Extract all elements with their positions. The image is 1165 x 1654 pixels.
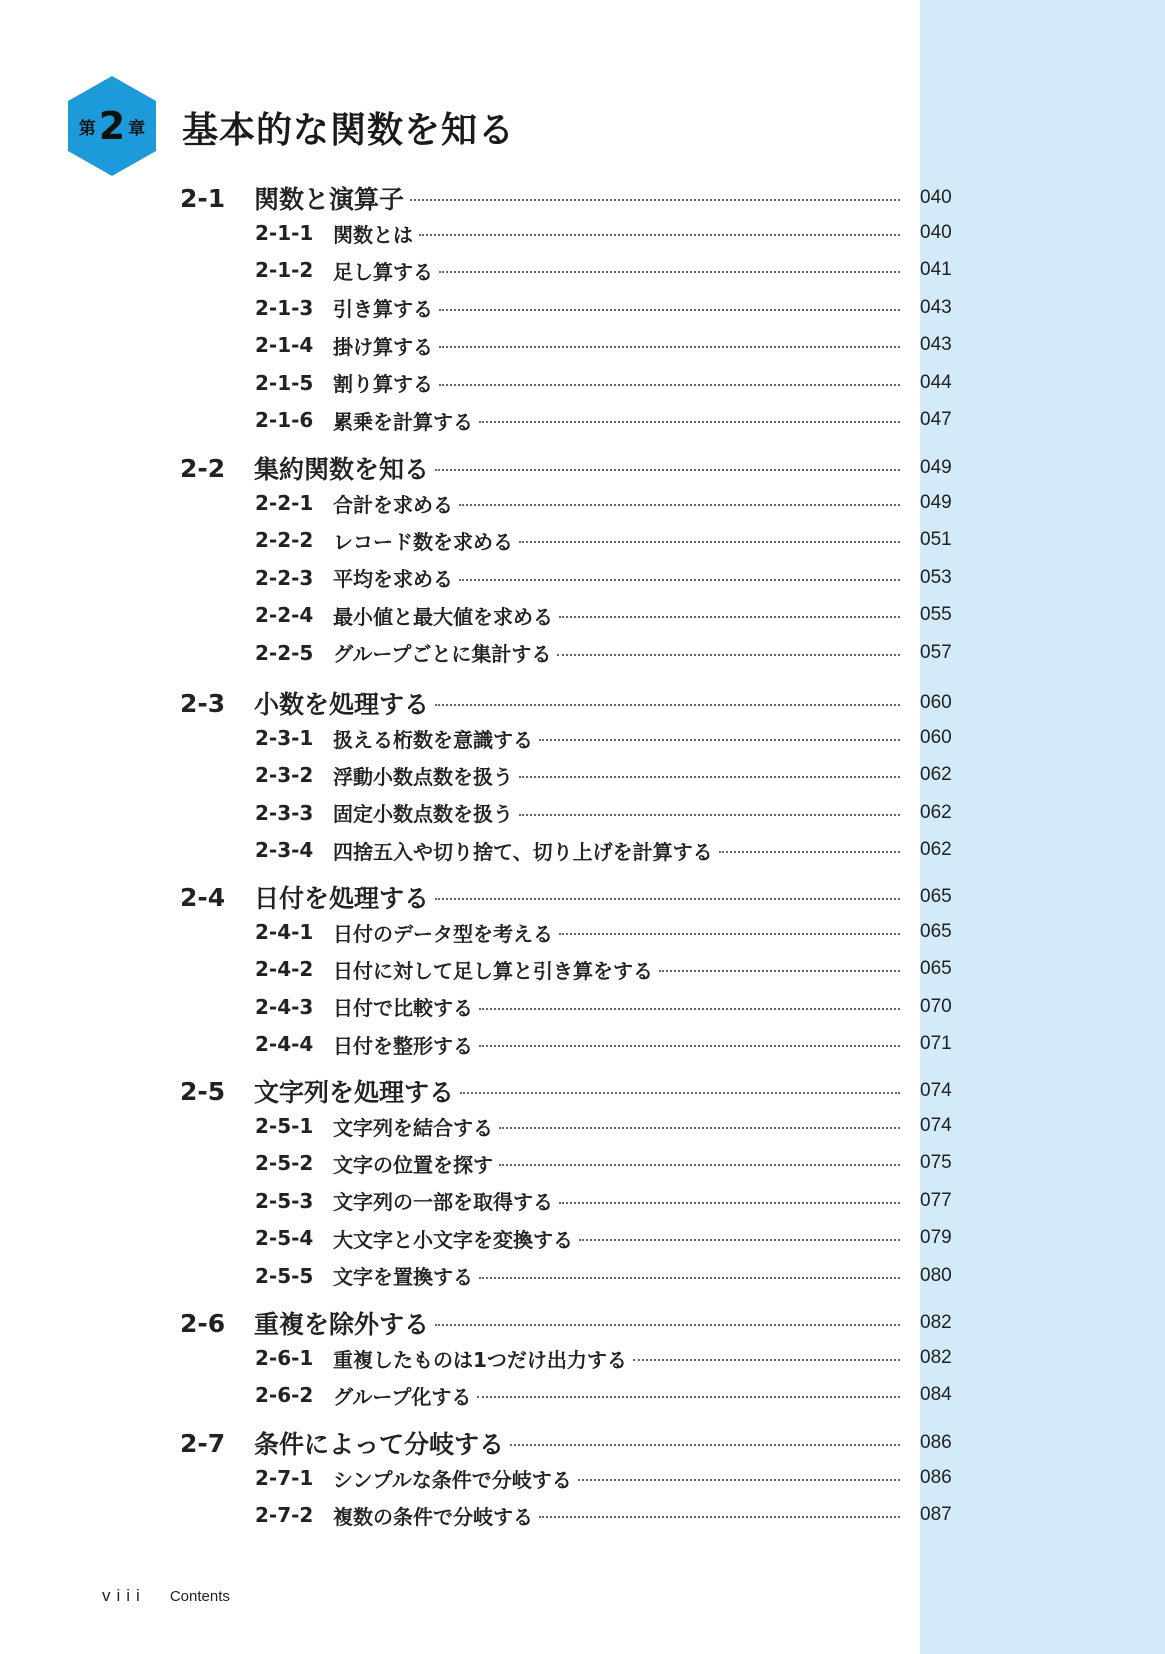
leader-dots bbox=[439, 384, 900, 386]
toc-subsection-row bbox=[255, 1223, 910, 1253]
toc-section-row bbox=[180, 882, 910, 912]
page-folio: viii bbox=[102, 1586, 146, 1605]
subsection-number: 2-3-1 bbox=[255, 726, 314, 750]
toc-subsection-row bbox=[255, 293, 910, 323]
subsection-number: 2-7-1 bbox=[255, 1466, 314, 1490]
leader-dots bbox=[439, 346, 900, 348]
leader-dots bbox=[557, 654, 900, 656]
toc-subsection-row bbox=[255, 525, 910, 555]
subsection-title: 扱える桁数を意識する bbox=[333, 727, 533, 752]
toc-subsection-row bbox=[255, 330, 910, 360]
subsection-page-number: 047 bbox=[920, 409, 952, 430]
leader-dots bbox=[479, 1277, 900, 1279]
section-page-number: 060 bbox=[920, 692, 952, 713]
subsection-number: 2-4-2 bbox=[255, 957, 314, 982]
section-number: 2-6 bbox=[180, 1308, 226, 1338]
section-title: 関数と演算子 bbox=[254, 185, 405, 214]
subsection-number: 2-1-1 bbox=[255, 221, 314, 245]
toc-subsection-row bbox=[255, 255, 910, 285]
toc-subsection-row bbox=[255, 600, 910, 630]
toc-subsection-row bbox=[255, 1380, 910, 1410]
subsection-title: 大文字と小文字を変換する bbox=[333, 1227, 573, 1252]
subsection-number: 2-6-2 bbox=[255, 1383, 314, 1408]
toc-subsection-row bbox=[255, 992, 910, 1022]
running-footer-label: Contents bbox=[169, 1587, 230, 1605]
section-page-number: 082 bbox=[920, 1312, 952, 1333]
toc-section-row bbox=[180, 1428, 910, 1458]
subsection-title: 平均を求める bbox=[333, 567, 453, 592]
chapter-badge bbox=[68, 76, 156, 176]
subsection-page-number: 087 bbox=[920, 1504, 952, 1526]
subsection-number: 2-6-1 bbox=[255, 1346, 314, 1370]
section-number: 2-7 bbox=[180, 1428, 226, 1458]
subsection-page-number: 057 bbox=[920, 641, 952, 663]
toc-subsection-row bbox=[255, 1343, 910, 1373]
toc-subsection-row bbox=[255, 1500, 910, 1530]
subsection-number: 2-7-2 bbox=[255, 1503, 314, 1528]
toc-subsection-row bbox=[255, 798, 910, 828]
leader-dots bbox=[460, 1092, 900, 1094]
section-page-number: 086 bbox=[920, 1432, 952, 1453]
toc-subsection-row bbox=[255, 954, 910, 984]
leader-dots bbox=[479, 1045, 900, 1047]
section-page-number: 065 bbox=[920, 886, 952, 907]
leader-dots bbox=[499, 1164, 900, 1166]
subsection-number: 2-1-3 bbox=[255, 295, 314, 320]
section-title: 日付を処理する bbox=[254, 884, 430, 913]
subsection-number: 2-4-3 bbox=[255, 994, 314, 1019]
leader-dots bbox=[519, 541, 900, 543]
toc-subsection-row bbox=[255, 1186, 910, 1216]
subsection-number: 2-4-4 bbox=[255, 1032, 314, 1057]
leader-dots bbox=[419, 234, 900, 236]
subsection-title: グループごとに集計する bbox=[333, 642, 552, 667]
subsection-title: 文字列を結合する bbox=[333, 1115, 493, 1140]
subsection-page-number: 049 bbox=[920, 492, 952, 513]
subsection-page-number: 082 bbox=[920, 1347, 952, 1368]
toc-subsection-row bbox=[255, 917, 910, 947]
page-footer bbox=[102, 1586, 230, 1606]
subsection-title: 引き算する bbox=[333, 297, 433, 322]
subsection-title: 四捨五入や切り捨て、切り上げを計算する bbox=[333, 839, 713, 864]
section-number: 2-1 bbox=[180, 183, 226, 213]
leader-dots bbox=[499, 1127, 900, 1129]
section-page-number: 074 bbox=[920, 1080, 952, 1101]
side-color-band bbox=[920, 0, 1165, 1654]
toc-subsection-row bbox=[255, 1029, 910, 1059]
leader-dots bbox=[439, 309, 900, 311]
subsection-number: 2-1-5 bbox=[255, 370, 314, 395]
leader-dots bbox=[559, 1202, 900, 1204]
chapter-number: 2 bbox=[98, 104, 126, 148]
leader-dots bbox=[435, 704, 900, 706]
section-number: 2-5 bbox=[180, 1076, 226, 1106]
subsection-number: 2-2-4 bbox=[255, 603, 314, 628]
subsection-number: 2-4-1 bbox=[255, 920, 314, 944]
subsection-page-number: 041 bbox=[920, 259, 952, 281]
subsection-title: 日付を整形する bbox=[333, 1033, 473, 1058]
section-page-number: 040 bbox=[920, 187, 952, 208]
subsection-number: 2-5-3 bbox=[255, 1188, 314, 1213]
subsection-number: 2-1-6 bbox=[255, 408, 314, 432]
section-title: 条件によって分岐する bbox=[254, 1430, 505, 1459]
subsection-number: 2-3-3 bbox=[255, 800, 314, 825]
leader-dots bbox=[459, 579, 900, 581]
toc-subsection-row bbox=[255, 1111, 910, 1141]
toc-subsection-row bbox=[255, 563, 910, 593]
leader-dots bbox=[519, 814, 900, 816]
subsection-title: シンプルな条件で分岐する bbox=[333, 1467, 572, 1492]
subsection-title: グループ化する bbox=[333, 1384, 472, 1409]
section-title: 重複を除外する bbox=[254, 1310, 430, 1339]
subsection-number: 2-3-2 bbox=[255, 763, 314, 788]
subsection-title: 足し算する bbox=[333, 259, 433, 284]
toc-section-row bbox=[180, 688, 910, 718]
leader-dots bbox=[410, 199, 900, 201]
leader-dots bbox=[435, 898, 900, 900]
toc-subsection-row bbox=[255, 488, 910, 518]
subsection-page-number: 051 bbox=[920, 529, 952, 551]
subsection-page-number: 043 bbox=[920, 334, 952, 356]
leader-dots bbox=[659, 970, 900, 972]
leader-dots bbox=[579, 1239, 900, 1241]
toc-subsection-row bbox=[255, 1148, 910, 1178]
toc-subsection-row bbox=[255, 1261, 910, 1291]
leader-dots bbox=[559, 616, 900, 618]
subsection-page-number: 070 bbox=[920, 995, 952, 1017]
subsection-title: 固定小数点数を扱う bbox=[333, 802, 513, 827]
chapter-suffix: 章 bbox=[128, 118, 146, 139]
subsection-page-number: 086 bbox=[920, 1467, 952, 1488]
leader-dots bbox=[510, 1444, 900, 1446]
subsection-page-number: 080 bbox=[920, 1264, 952, 1286]
toc-section-row bbox=[180, 1076, 910, 1106]
subsection-title: 重複したものは1つだけ出力する bbox=[333, 1347, 627, 1372]
subsection-page-number: 062 bbox=[920, 839, 952, 861]
subsection-page-number: 071 bbox=[920, 1033, 952, 1055]
toc-subsection-row bbox=[255, 723, 910, 753]
subsection-number: 2-2-3 bbox=[255, 565, 314, 590]
subsection-page-number: 043 bbox=[920, 296, 952, 318]
leader-dots bbox=[633, 1359, 900, 1361]
toc-subsection-row bbox=[255, 1463, 910, 1493]
subsection-number: 2-5-4 bbox=[255, 1226, 314, 1251]
leader-dots bbox=[559, 933, 900, 935]
subsection-title: 文字の位置を探す bbox=[333, 1152, 493, 1177]
subsection-number: 2-1-2 bbox=[255, 258, 314, 283]
subsection-page-number: 053 bbox=[920, 566, 952, 588]
toc-subsection-row bbox=[255, 368, 910, 398]
subsection-page-number: 055 bbox=[920, 604, 952, 626]
subsection-page-number: 062 bbox=[920, 764, 952, 786]
toc-subsection-row bbox=[255, 638, 910, 668]
subsection-page-number: 060 bbox=[920, 727, 952, 748]
section-title: 小数を処理する bbox=[254, 690, 430, 719]
section-title: 文字列を処理する bbox=[254, 1078, 455, 1107]
leader-dots bbox=[435, 469, 900, 471]
subsection-number: 2-2-5 bbox=[255, 640, 314, 665]
subsection-page-number: 062 bbox=[920, 801, 952, 823]
subsection-number: 2-3-4 bbox=[255, 838, 314, 863]
subsection-number: 2-5-5 bbox=[255, 1263, 314, 1288]
subsection-title: 日付に対して足し算と引き算をする bbox=[333, 958, 653, 983]
subsection-title: 浮動小数点数を扱う bbox=[333, 764, 513, 789]
subsection-title: 文字列の一部を取得する bbox=[333, 1190, 553, 1215]
leader-dots bbox=[719, 851, 900, 853]
leader-dots bbox=[479, 1008, 900, 1010]
section-number: 2-2 bbox=[180, 453, 226, 483]
subsection-page-number: 075 bbox=[920, 1152, 952, 1174]
leader-dots bbox=[479, 421, 900, 423]
leader-dots bbox=[459, 504, 900, 506]
leader-dots bbox=[435, 1324, 900, 1326]
toc-subsection-row bbox=[255, 835, 910, 865]
leader-dots bbox=[578, 1479, 900, 1481]
subsection-page-number: 079 bbox=[920, 1227, 952, 1249]
toc-section-row bbox=[180, 183, 910, 213]
leader-dots bbox=[439, 271, 900, 273]
subsection-title: 最小値と最大値を求める bbox=[333, 604, 553, 629]
subsection-number: 2-5-1 bbox=[255, 1114, 314, 1138]
subsection-title: 累乗を計算する bbox=[333, 409, 473, 434]
subsection-title: 日付のデータ型を考える bbox=[333, 921, 553, 946]
chapter-prefix: 第 bbox=[78, 118, 96, 139]
subsection-title: 文字を置換する bbox=[333, 1265, 473, 1290]
toc-subsection-row bbox=[255, 760, 910, 790]
leader-dots bbox=[539, 1516, 900, 1518]
subsection-title: 掛け算する bbox=[333, 334, 433, 359]
section-page-number: 049 bbox=[920, 457, 952, 478]
subsection-number: 2-2-2 bbox=[255, 528, 314, 553]
leader-dots bbox=[477, 1396, 900, 1398]
subsection-title: 日付で比較する bbox=[333, 996, 473, 1021]
subsection-number: 2-5-2 bbox=[255, 1151, 314, 1176]
subsection-page-number: 074 bbox=[920, 1115, 952, 1136]
toc-section-row bbox=[180, 453, 910, 483]
section-number: 2-3 bbox=[180, 688, 226, 718]
subsection-page-number: 065 bbox=[920, 921, 952, 942]
toc-subsection-row bbox=[255, 218, 910, 248]
subsection-page-number: 084 bbox=[920, 1384, 952, 1406]
subsection-title: レコード数を求める bbox=[333, 529, 513, 554]
subsection-number: 2-1-4 bbox=[255, 333, 314, 358]
chapter-badge-label bbox=[68, 76, 156, 176]
subsection-number: 2-2-1 bbox=[255, 491, 314, 515]
subsection-page-number: 065 bbox=[920, 958, 952, 980]
subsection-page-number: 077 bbox=[920, 1189, 952, 1211]
subsection-page-number: 044 bbox=[920, 371, 952, 393]
section-number: 2-4 bbox=[180, 882, 226, 912]
subsection-title: 関数とは bbox=[333, 222, 413, 247]
toc-subsection-row bbox=[255, 405, 910, 435]
leader-dots bbox=[539, 739, 900, 741]
chapter-title: 基本的な関数を知る bbox=[182, 110, 516, 151]
subsection-title: 複数の条件で分岐する bbox=[333, 1504, 533, 1529]
leader-dots bbox=[519, 776, 900, 778]
section-title: 集約関数を知る bbox=[254, 455, 430, 484]
subsection-title: 割り算する bbox=[333, 372, 433, 397]
subsection-page-number: 040 bbox=[920, 222, 952, 243]
subsection-title: 合計を求める bbox=[333, 492, 453, 517]
toc-section-row bbox=[180, 1308, 910, 1338]
